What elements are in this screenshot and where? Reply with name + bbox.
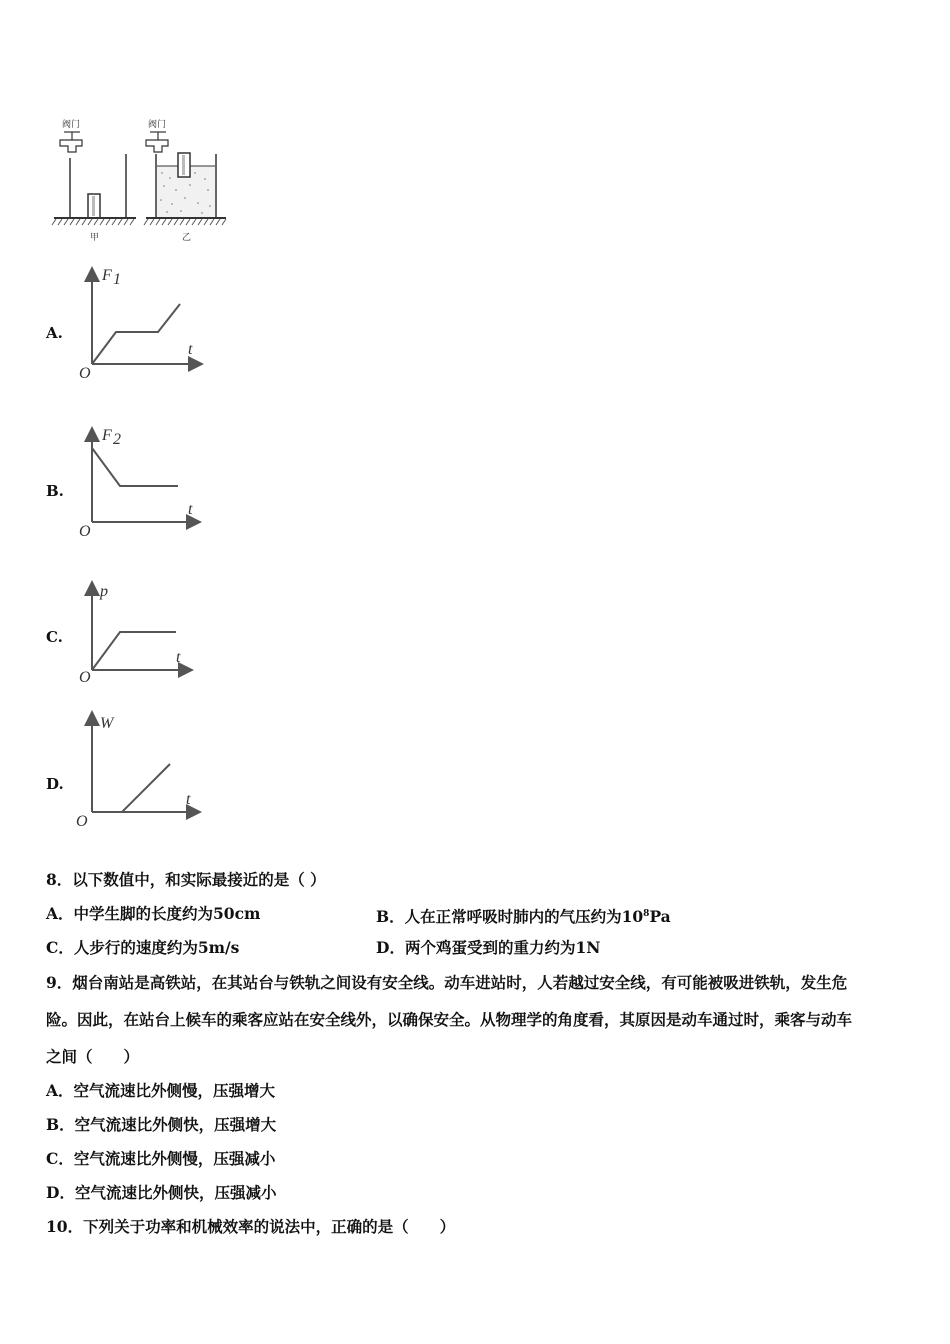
valve-label-right: 阀门 — [148, 120, 167, 130]
graph-a-xlabel: t — [188, 341, 193, 358]
graph-a-ysub: 1 — [113, 271, 121, 288]
apparatus-figure — [50, 118, 240, 248]
graph-c-origin: O — [79, 669, 91, 686]
graph-d-ylabel: W — [100, 715, 114, 732]
option-d-label: D. — [46, 775, 64, 793]
graph-b-ylabel: F — [102, 427, 112, 444]
q9-stem-line1: 9．烟台南站是高铁站，在其站台与铁轨之间设有安全线。动车进站时，人若越过安全线，有可能被吸进铁轨，发生危 — [46, 973, 848, 992]
q9-option-d: D．空气流速比外侧快，压强减小 — [46, 1183, 277, 1202]
graph-d-curve — [92, 764, 170, 812]
graph-a-origin: O — [79, 365, 91, 382]
q8-stem: 8．以下数值中，和实际最接近的是（ ） — [46, 870, 326, 889]
q9-option-b: B．空气流速比外侧快，压强增大 — [46, 1115, 277, 1134]
graph-b-xlabel: t — [188, 501, 193, 518]
option-a-label: A. — [46, 324, 63, 342]
graph-c-xlabel: t — [176, 649, 181, 666]
graph-a — [70, 262, 210, 382]
caption-left: 甲 — [90, 233, 100, 243]
graph-b-ysub: 2 — [113, 431, 121, 448]
graph-d — [70, 708, 210, 832]
graph-d-xlabel: t — [186, 791, 191, 808]
graph-d-origin: O — [76, 813, 88, 830]
graph-c-ylabel: p — [100, 583, 108, 600]
option-c-label: C. — [46, 628, 63, 646]
graph-a-curve — [92, 304, 180, 364]
valve-icon-right — [146, 132, 168, 152]
graph-c-curve — [92, 632, 176, 670]
q8-option-c: C．人步行的速度约为5m/s — [46, 938, 240, 957]
q8-option-b: B．人在正常呼吸时肺内的气压约为$10^8Pa$ — [376, 907, 671, 926]
q8-option-a: A．中学生脚的长度约为50cm — [46, 904, 261, 923]
q9-stem-line3: 之间（ ） — [46, 1047, 140, 1066]
graph-b-curve — [92, 448, 178, 486]
graph-c — [70, 578, 210, 688]
q8-option-d: D．两个鸡蛋受到的重力约为1N — [376, 938, 601, 957]
q9-stem-line2: 险。因此，在站台上候车的乘客应站在安全线外，以确保安全。从物理学的角度看，其原因是动车通过时，乘客与动车 — [46, 1010, 853, 1029]
graph-b-origin: O — [79, 523, 91, 540]
option-b-label: B. — [46, 482, 64, 500]
graph-b — [70, 422, 210, 542]
caption-right: 乙 — [182, 233, 192, 243]
graph-a-ylabel: F — [102, 267, 112, 284]
q10-stem: 10．下列关于功率和机械效率的说法中，正确的是（ ） — [46, 1217, 456, 1236]
q9-option-c: C．空气流速比外侧慢，压强减小 — [46, 1149, 276, 1168]
valve-icon-left — [60, 132, 82, 152]
q8-option-b-exponent: 8 — [643, 909, 650, 919]
q9-option-a: A．空气流速比外侧慢，压强增大 — [46, 1081, 276, 1100]
valve-label-left: 阀门 — [62, 120, 81, 130]
